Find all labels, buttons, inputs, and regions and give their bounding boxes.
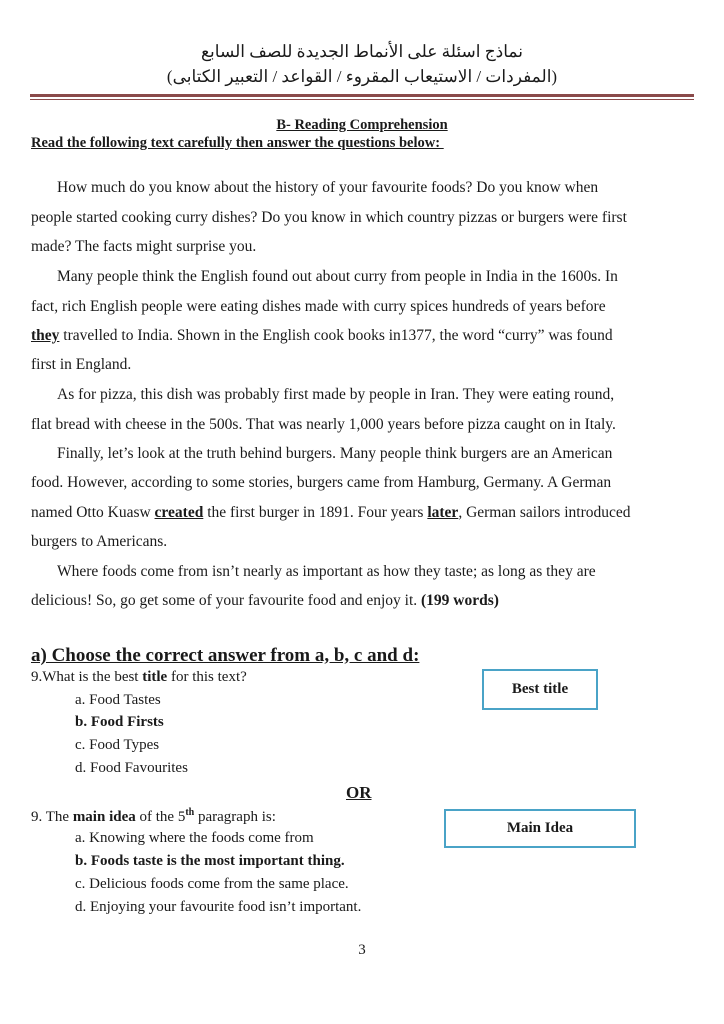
header-subtitle-arabic: (المفردات / الاستيعاب المقروء / القواعد / التعبير الكتابى) xyxy=(166,67,558,86)
ordinal-suffix: th xyxy=(185,807,195,818)
passage-line xyxy=(31,592,499,610)
header-title-arabic: نماذج اسئلة على الأنماط الجديدة للصف السابع xyxy=(201,42,523,61)
highlighted-word-they: they xyxy=(31,327,60,344)
question-keyword: title xyxy=(142,669,168,685)
passage-line xyxy=(31,504,631,522)
passage-line: fact, rich English people were eating dishes made with curry spices hundreds of years before xyxy=(31,298,606,315)
passage-line: burgers to Americans. xyxy=(31,533,168,550)
page-number: 3 xyxy=(358,942,366,958)
highlighted-word-later: later xyxy=(427,504,459,521)
answer-option-a[interactable]: a. Knowing where the foods come from xyxy=(75,830,314,846)
passage-line: made? The facts might surprise you. xyxy=(31,238,257,255)
question-text: of the 5 xyxy=(135,809,186,825)
header-rule-thick xyxy=(30,94,694,97)
passage-line: first in England. xyxy=(31,356,132,373)
answer-option-c[interactable]: c. Delicious foods come from the same place. xyxy=(75,876,349,892)
answer-option-c[interactable]: c. Food Types xyxy=(75,737,160,753)
passage-text: , German sailors introduced xyxy=(458,504,631,521)
header-rule-thin xyxy=(30,99,694,100)
answer-option-d[interactable]: d. Enjoying your favourite food isn’t important. xyxy=(75,899,362,915)
answer-option-d[interactable]: d. Food Favourites xyxy=(75,760,188,776)
section-title: B- Reading Comprehension xyxy=(276,117,448,133)
passage-text: travelled to India. Shown in the English cook books in1377, the word “curry” was found xyxy=(59,327,613,344)
passage-line: flat bread with cheese in the 500s. That was nearly 1,000 years before pizza caught on in Italy. xyxy=(31,416,616,433)
best-title-box: Best title xyxy=(482,669,598,710)
question-text: for this text? xyxy=(167,669,247,685)
or-label: OR xyxy=(346,783,372,802)
answer-option-b[interactable]: b. Food Firsts xyxy=(75,714,164,730)
passage-line xyxy=(31,327,613,345)
passage-line: people started cooking curry dishes? Do you know in which country pizzas or burgers were first xyxy=(31,209,627,226)
passage-text: delicious! So, go get some of your favourite food and enjoy it. xyxy=(31,592,422,609)
main-idea-box: Main Idea xyxy=(444,809,636,848)
passage-text: the first burger in 1891. Four years xyxy=(203,504,428,521)
answer-option-a[interactable]: a. Food Tastes xyxy=(75,692,161,708)
question-text: 9. The xyxy=(31,809,73,825)
passage-line: As for pizza, this dish was probably first made by people in Iran. They were eating round, xyxy=(57,386,615,403)
passage-line: Many people think the English found out about curry from people in India in the 1600s. In xyxy=(57,268,618,285)
passage-text: named Otto Kuasw xyxy=(31,504,155,521)
part-a-heading: a) Choose the correct answer from a, b, c and d: xyxy=(31,645,420,666)
question-text: paragraph is: xyxy=(194,809,276,825)
passage-line: How much do you know about the history of your favourite foods? Do you know when xyxy=(57,179,599,196)
passage-line: Finally, let’s look at the truth behind burgers. Many people think burgers are an American xyxy=(57,445,613,462)
question-9-title xyxy=(31,669,247,686)
section-instruction: Read the following text carefully then answer the questions below: xyxy=(31,135,444,151)
question-keyword: main idea xyxy=(72,809,136,825)
question-text: 9.What is the best xyxy=(31,669,143,685)
word-count: (199 words) xyxy=(421,592,499,609)
highlighted-word-created: created xyxy=(154,504,204,521)
question-9-main-idea xyxy=(31,807,276,826)
passage-line: food. However, according to some stories, burgers came from Hamburg, Germany. A German xyxy=(31,474,612,491)
passage-line: Where foods come from isn’t nearly as important as how they taste; as long as they are xyxy=(57,563,596,580)
answer-option-b[interactable]: b. Foods taste is the most important thing. xyxy=(75,853,345,869)
